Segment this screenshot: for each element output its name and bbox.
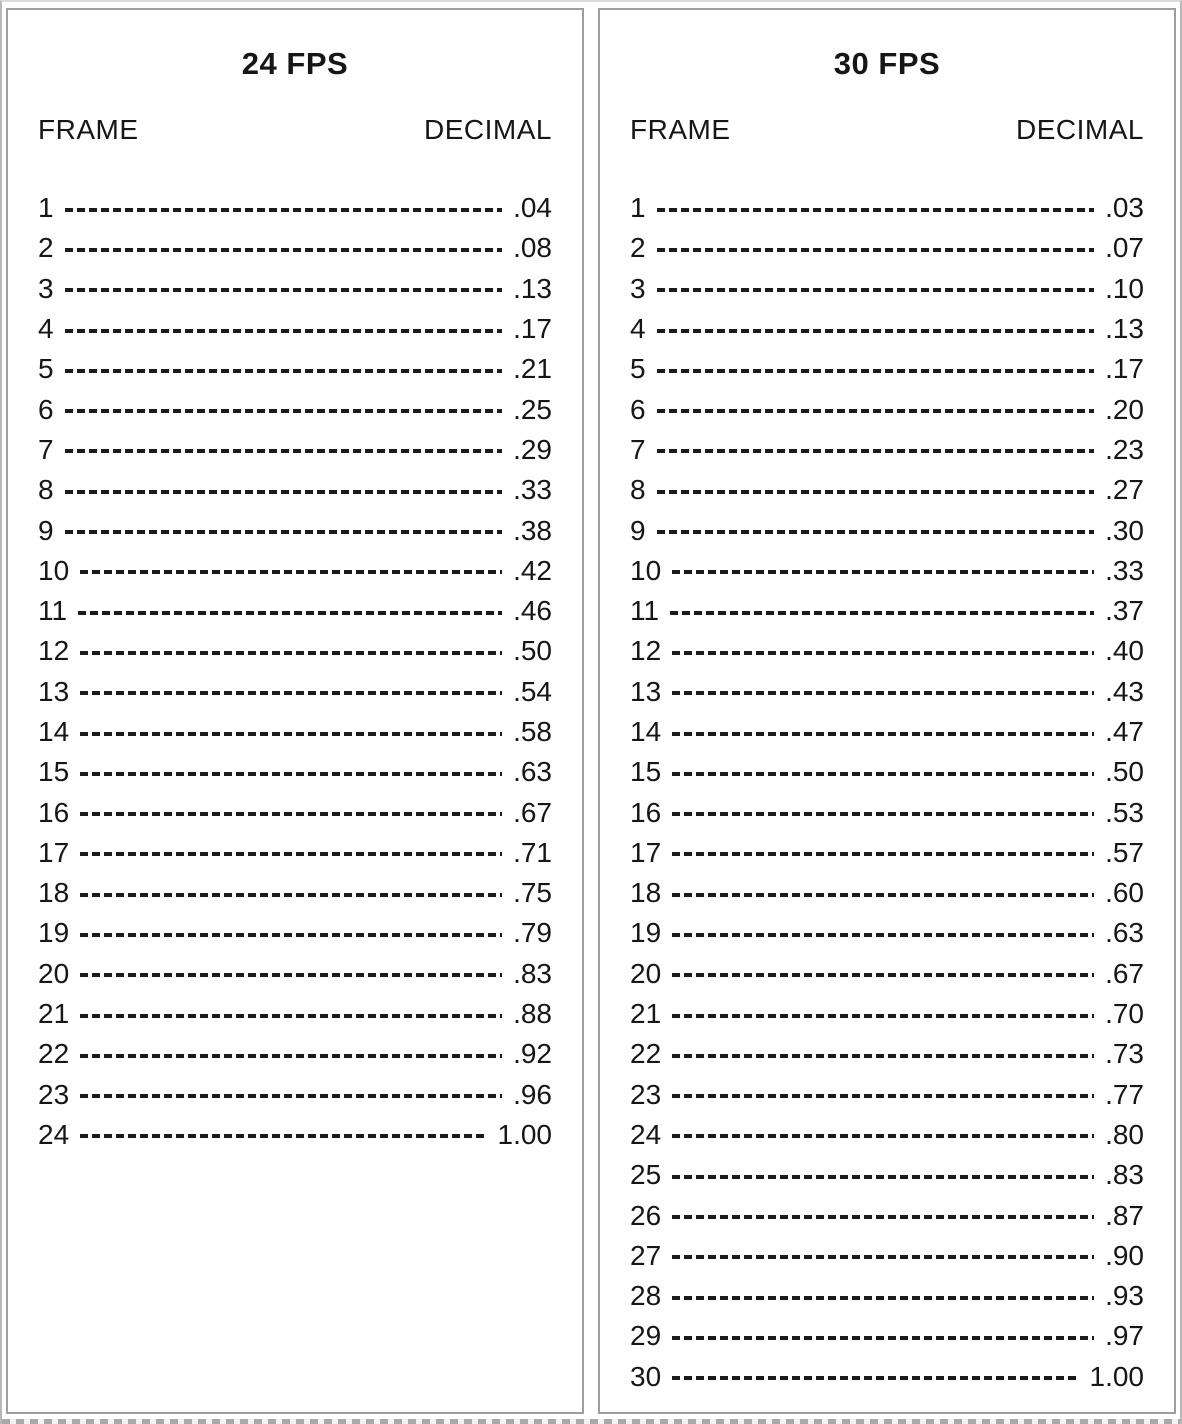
dash-leader [80, 772, 502, 776]
table-row [630, 1115, 1144, 1155]
decimal-value: .71 [513, 836, 552, 868]
table-row [38, 1115, 552, 1155]
decimal-value: .40 [1105, 635, 1144, 667]
decimal-value: .75 [513, 877, 552, 909]
decimal-value: .21 [513, 353, 552, 385]
frame-number: 4 [38, 313, 54, 345]
decimal-value: 1.00 [497, 1118, 552, 1150]
table-row [630, 994, 1144, 1034]
dash-leader [80, 570, 502, 574]
decimal-value: .03 [1105, 192, 1144, 224]
frame-number: 6 [630, 393, 646, 425]
frame-number: 14 [38, 716, 70, 747]
dash-leader [672, 1094, 1094, 1098]
dash-leader [80, 1134, 486, 1138]
frame-number: 9 [38, 514, 54, 546]
dash-leader [65, 288, 502, 292]
table-row [630, 510, 1144, 550]
dash-leader [672, 933, 1094, 937]
fps24-panel [6, 8, 584, 1414]
frame-column-header: FRAME [38, 114, 139, 145]
decimal-value: .50 [513, 635, 552, 667]
decimal-value: .42 [513, 554, 552, 586]
dash-leader [80, 973, 502, 977]
decimal-value: .67 [1105, 957, 1144, 989]
fps24-header-row [38, 114, 552, 146]
dash-leader [657, 288, 1094, 292]
frame-number: 25 [630, 1159, 662, 1191]
frame-number: 20 [630, 957, 662, 989]
decimal-value: .27 [1105, 474, 1144, 506]
dash-leader [65, 248, 502, 252]
frame-number: 11 [630, 595, 660, 627]
table-row [38, 228, 552, 268]
table-row [630, 1195, 1144, 1235]
panels-container [2, 2, 1180, 1414]
frame-number: 29 [630, 1320, 662, 1352]
decimal-value: .25 [513, 393, 552, 425]
table-row [38, 672, 552, 712]
table-row [38, 792, 552, 832]
decimal-value: .13 [513, 272, 552, 304]
frame-number: 14 [630, 716, 662, 747]
dash-leader [672, 812, 1094, 816]
table-row [630, 309, 1144, 349]
decimal-value: .54 [513, 675, 552, 707]
dash-leader [80, 812, 502, 816]
decimal-column-header: DECIMAL [1016, 114, 1144, 145]
table-row [38, 752, 552, 792]
dash-leader [672, 1296, 1094, 1300]
table-row [630, 591, 1144, 631]
decimal-value: .17 [513, 313, 552, 345]
table-row [630, 1357, 1144, 1397]
table-row [38, 591, 552, 631]
decimal-value: .58 [513, 716, 552, 747]
frame-number: 4 [630, 313, 646, 345]
decimal-value: .20 [1105, 393, 1144, 425]
dash-leader [80, 1014, 502, 1018]
table-row [38, 551, 552, 591]
dash-leader [672, 1336, 1094, 1340]
frame-number: 18 [38, 877, 70, 909]
fps24-panel-title: 24 FPS [241, 46, 349, 81]
decimal-value: .90 [1105, 1239, 1144, 1271]
decimal-value: .79 [513, 917, 552, 949]
dash-leader [78, 611, 502, 615]
decimal-value: .37 [1105, 595, 1144, 627]
dash-leader [657, 208, 1094, 212]
dash-leader [672, 1255, 1094, 1259]
table-row [38, 1034, 552, 1074]
frame-number: 30 [630, 1360, 662, 1392]
table-row [630, 269, 1144, 309]
table-row [38, 349, 552, 389]
table-row [630, 1155, 1144, 1195]
table-row [630, 389, 1144, 429]
decimal-value: .80 [1105, 1118, 1144, 1150]
decimal-value: .08 [513, 232, 552, 264]
frame-number: 5 [38, 353, 54, 385]
dash-leader [672, 1014, 1094, 1018]
frame-number: 17 [38, 836, 70, 868]
frame-number: 27 [630, 1239, 662, 1271]
table-row [630, 1276, 1144, 1316]
table-row [630, 430, 1144, 470]
dash-leader [80, 651, 502, 655]
decimal-value: .53 [1105, 796, 1144, 828]
table-row [38, 994, 552, 1034]
dash-leader [657, 248, 1094, 252]
frame-number: 16 [630, 796, 662, 828]
decimal-value: .13 [1105, 313, 1144, 345]
frame-number: 24 [38, 1118, 70, 1150]
table-row [630, 712, 1144, 752]
frame-number: 28 [630, 1280, 662, 1312]
dash-leader [672, 852, 1094, 856]
table-row [38, 631, 552, 671]
table-row [630, 833, 1144, 873]
decimal-value: .67 [513, 796, 552, 828]
decimal-value: .83 [513, 957, 552, 989]
frame-number: 21 [630, 998, 662, 1030]
frame-number: 10 [630, 554, 662, 586]
frame-number: 6 [38, 393, 54, 425]
decimal-value: .17 [1105, 353, 1144, 385]
table-row [38, 389, 552, 429]
table-row [630, 954, 1144, 994]
frame-number: 22 [38, 1038, 70, 1070]
dash-leader [80, 732, 502, 736]
dash-leader [80, 691, 502, 695]
decimal-value: 1.00 [1089, 1360, 1144, 1392]
frame-number: 7 [630, 433, 646, 465]
frame-number: 12 [630, 635, 662, 667]
fps30-panel [598, 8, 1176, 1414]
frame-number: 24 [630, 1118, 662, 1150]
frame-number: 2 [38, 232, 54, 264]
table-row [38, 833, 552, 873]
decimal-value: .04 [513, 192, 552, 224]
table-row [630, 470, 1144, 510]
table-row [38, 430, 552, 470]
dash-leader [657, 449, 1094, 453]
bottom-strip [2, 1414, 1180, 1424]
table-row [630, 752, 1144, 792]
dash-leader [657, 490, 1094, 494]
dash-leader [65, 449, 502, 453]
table-row [38, 470, 552, 510]
frame-column-header: FRAME [630, 114, 731, 145]
dash-leader [657, 409, 1094, 413]
frame-number: 10 [38, 554, 70, 586]
frame-number: 15 [38, 756, 70, 788]
decimal-value: .23 [1105, 433, 1144, 465]
frame-number: 23 [630, 1078, 662, 1110]
decimal-value: .30 [1105, 514, 1144, 546]
dash-leader [80, 893, 502, 897]
dash-leader [672, 1175, 1094, 1179]
decimal-column-header: DECIMAL [424, 114, 552, 145]
decimal-value: .96 [513, 1078, 552, 1110]
decimal-value: .29 [513, 433, 552, 465]
table-row [630, 551, 1144, 591]
dash-leader [80, 1094, 502, 1098]
frame-number: 19 [38, 917, 70, 949]
frame-number: 21 [38, 998, 70, 1030]
table-row [38, 510, 552, 550]
dash-leader [65, 208, 502, 212]
decimal-value: .70 [1105, 998, 1144, 1030]
table-row [38, 1075, 552, 1115]
dash-leader [65, 369, 502, 373]
dash-leader [672, 1054, 1094, 1058]
table-row [38, 954, 552, 994]
decimal-value: .60 [1105, 877, 1144, 909]
frame-number: 23 [38, 1078, 70, 1110]
frame-number: 8 [38, 474, 54, 506]
frame-number: 3 [630, 272, 646, 304]
frame-number: 15 [630, 756, 662, 788]
decimal-value: .33 [1105, 554, 1144, 586]
decimal-value: .83 [1105, 1159, 1144, 1191]
fps30-rows [630, 188, 1144, 1397]
dash-leader [657, 369, 1094, 373]
dash-leader [80, 1054, 502, 1058]
dash-leader [672, 691, 1094, 695]
table-row [38, 188, 552, 228]
dash-leader [80, 933, 502, 937]
dash-leader [672, 1134, 1094, 1138]
decimal-value: .46 [513, 595, 552, 627]
decimal-value: .57 [1105, 836, 1144, 868]
frame-number: 17 [630, 836, 662, 868]
dash-leader [672, 973, 1094, 977]
decimal-value: .73 [1105, 1038, 1144, 1070]
table-row [38, 269, 552, 309]
decimal-value: .77 [1105, 1078, 1144, 1110]
table-row [630, 913, 1144, 953]
frame-number: 8 [630, 474, 646, 506]
frame-number: 18 [630, 877, 662, 909]
decimal-value: .63 [513, 756, 552, 788]
table-row [630, 228, 1144, 268]
frame-number: 2 [630, 232, 646, 264]
frame-number: 11 [38, 595, 68, 627]
decimal-value: .63 [1105, 917, 1144, 949]
decimal-value: .92 [513, 1038, 552, 1070]
table-row [630, 1316, 1144, 1356]
selection-dashed-line [2, 1419, 1180, 1424]
dash-leader [65, 409, 502, 413]
frame-number: 20 [38, 957, 70, 989]
dash-leader [672, 1376, 1078, 1380]
table-row [630, 672, 1144, 712]
dash-leader [672, 1215, 1094, 1219]
table-row [38, 913, 552, 953]
frame-number: 22 [630, 1038, 662, 1070]
dash-leader [672, 893, 1094, 897]
decimal-value: .33 [513, 474, 552, 506]
decimal-value: .10 [1105, 272, 1144, 304]
frame-number: 9 [630, 514, 646, 546]
decimal-value: .38 [513, 514, 552, 546]
table-row [38, 309, 552, 349]
dash-leader [65, 530, 502, 534]
decimal-value: .93 [1105, 1280, 1144, 1312]
table-row [38, 873, 552, 913]
frame-number: 19 [630, 917, 662, 949]
fps30-panel-title: 30 FPS [833, 46, 941, 81]
table-row [630, 1034, 1144, 1074]
frame-number: 26 [630, 1199, 662, 1231]
table-row [630, 188, 1144, 228]
dash-leader [65, 329, 502, 333]
frame-number: 3 [38, 272, 54, 304]
table-row [630, 1075, 1144, 1115]
fps24-rows [38, 188, 552, 1155]
frame-number: 1 [38, 192, 54, 224]
frame-number: 13 [630, 675, 662, 707]
frame-number: 7 [38, 433, 54, 465]
dash-leader [80, 852, 502, 856]
fps30-header-row [630, 114, 1144, 146]
frame-number: 5 [630, 353, 646, 385]
frame-number: 1 [630, 192, 646, 224]
dash-leader [657, 329, 1094, 333]
dash-leader [672, 651, 1094, 655]
decimal-value: .07 [1105, 232, 1144, 264]
frame-number: 13 [38, 675, 70, 707]
decimal-value: .88 [513, 998, 552, 1030]
dash-leader [672, 570, 1094, 574]
dash-leader [672, 732, 1094, 736]
decimal-value: .47 [1105, 716, 1144, 747]
table-row [630, 792, 1144, 832]
table-row [630, 1236, 1144, 1276]
table-row [630, 349, 1144, 389]
decimal-value: .97 [1105, 1320, 1144, 1352]
table-row [630, 873, 1144, 913]
dash-leader [672, 772, 1094, 776]
table-row [38, 712, 552, 752]
decimal-value: .50 [1105, 756, 1144, 788]
decimal-value: .87 [1105, 1199, 1144, 1231]
table-row [630, 631, 1144, 671]
decimal-value: .43 [1105, 675, 1144, 707]
frame-number: 16 [38, 796, 70, 828]
dash-leader [670, 611, 1094, 615]
dash-leader [657, 530, 1094, 534]
dash-leader [65, 490, 502, 494]
frame-number: 12 [38, 635, 70, 667]
